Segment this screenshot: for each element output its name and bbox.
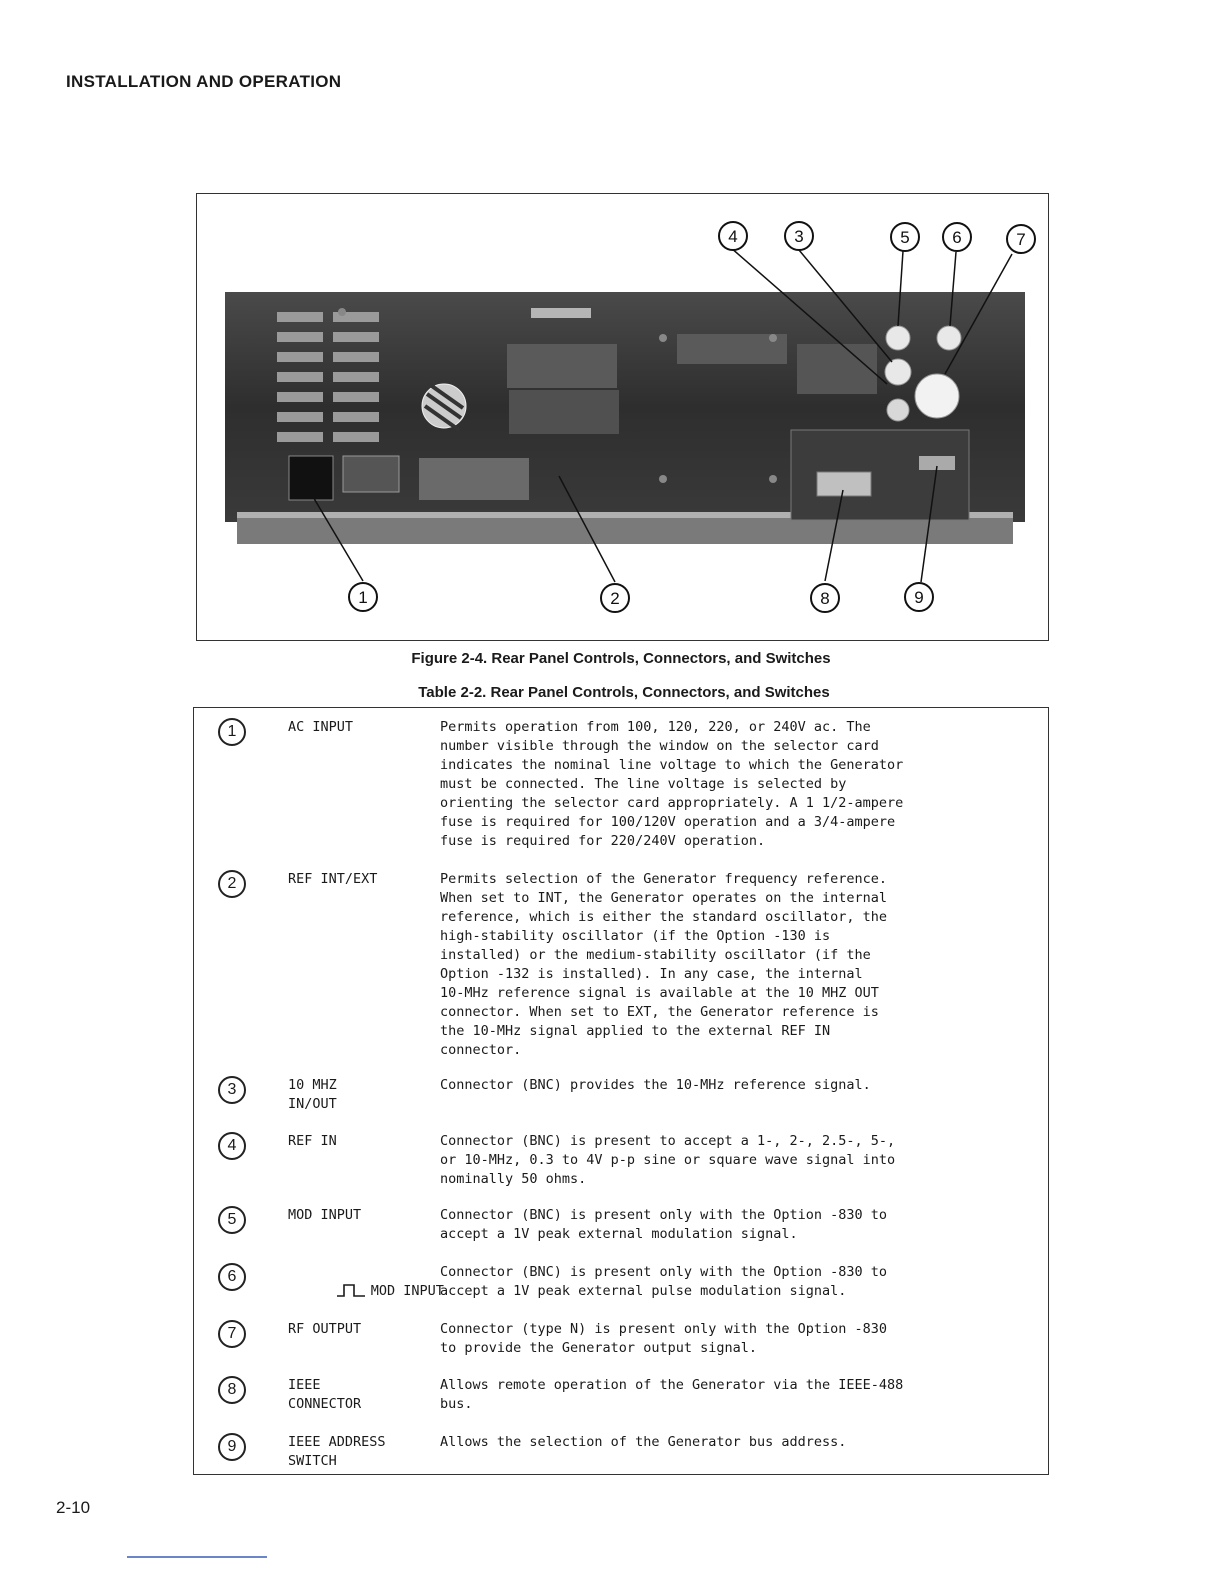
bnc-connector-4: [887, 399, 909, 421]
page-header: INSTALLATION AND OPERATION: [66, 72, 342, 91]
row-name: MOD INPUT: [370, 1283, 444, 1299]
callout-1-label: 1: [358, 588, 368, 607]
row-number: 4: [218, 1132, 246, 1160]
row-description: Connector (BNC) is present to accept a 1-, 2-, 2.5-, 5-, or 10-MHz, 0.3 to 4V p-p sine or square wave signal into nominally 50 ohms.: [440, 1133, 896, 1187]
callout-5-label: 5: [900, 228, 910, 247]
row-number: 5: [218, 1206, 246, 1234]
callout-2-label: 2: [610, 589, 620, 608]
row-number: 1: [218, 718, 246, 746]
ieee-connector: [817, 472, 871, 496]
row-description: Connector (BNC) provides the 10-MHz reference signal.: [440, 1077, 871, 1093]
row-description: Connector (BNC) is present only with the Option -830 to accept a 1V peak external pulse modulation signal.: [440, 1264, 888, 1299]
table-caption: Table 2-2. Rear Panel Controls, Connectors, and Switches: [418, 684, 830, 701]
row-description: Allows the selection of the Generator bus address.: [440, 1434, 847, 1450]
rf-output-connector: [915, 374, 959, 418]
figure-caption: Figure 2-4. Rear Panel Controls, Connectors, and Switches: [411, 650, 831, 667]
row-name: REF INT/EXT: [288, 871, 378, 887]
row-name: IEEE ADDRESS SWITCH: [288, 1434, 386, 1469]
row-description: Allows remote operation of the Generator via the IEEE-488 bus.: [440, 1377, 904, 1412]
callout-8-label: 8: [820, 589, 830, 608]
row-name: AC INPUT: [288, 719, 354, 735]
row-name: 10 MHZ IN/OUT: [288, 1077, 337, 1112]
row-description: Permits selection of the Generator frequency reference. When set to INT, the Generator operates on the internal reference, which is either the standard oscillator, the high-stability oscillator (if the Option -130 is installed) or the medium-stability oscillator (if the Option -132 is installed). In any case, the internal 10-MHz reference signal is available at the 10 MHZ OUT connector. When set to EXT, the Generator reference is the 10-MHz signal applied to the external REF IN connector.: [440, 871, 888, 1058]
page-number: 2-10: [56, 1498, 91, 1517]
row-name: RF OUTPUT: [288, 1321, 362, 1337]
pulse-icon: [337, 1283, 365, 1297]
footer-divider: [127, 1556, 267, 1558]
row-description: Connector (type N) is present only with the Option -830 to provide the Generator output signal.: [440, 1321, 888, 1356]
bnc-connector-5: [886, 326, 910, 350]
rear-panel-table: [193, 707, 1049, 1475]
callout-7-label: 7: [1016, 230, 1026, 249]
callout-3-label: 3: [794, 227, 804, 246]
row-name: MOD INPUT: [288, 1207, 362, 1223]
row-number: 3: [218, 1076, 246, 1104]
row-description: Connector (BNC) is present only with the Option -830 to accept a 1V peak external modulation signal.: [440, 1207, 888, 1242]
row-number: 9: [218, 1433, 246, 1461]
rear-panel-figure: [196, 193, 1049, 641]
row-description: Permits operation from 100, 120, 220, or 240V ac. The number visible through the window on the selector card indicates the nominal line voltage to which the Generator must be connected. The line voltage is selected by orienting the selector card appropriately. A 1 1/2-ampere fuse is required for 100/120V operation and a 3/4-ampere fuse is required for 220/240V operation.: [440, 719, 904, 849]
callout-6-label: 6: [952, 228, 962, 247]
row-number: 7: [218, 1320, 246, 1348]
row-number: 8: [218, 1376, 246, 1404]
row-number: 2: [218, 870, 246, 898]
row-name: REF IN: [288, 1133, 337, 1149]
bnc-connector-6: [937, 326, 961, 350]
rear-panel-photo: [197, 194, 1050, 642]
row-name-with-pulse: [288, 1263, 444, 1320]
row-name: IEEE CONNECTOR: [288, 1377, 362, 1412]
bnc-connector-3: [885, 359, 911, 385]
callout-9-label: 9: [914, 588, 924, 607]
callout-4-label: 4: [728, 227, 738, 246]
row-number: 6: [218, 1263, 246, 1291]
